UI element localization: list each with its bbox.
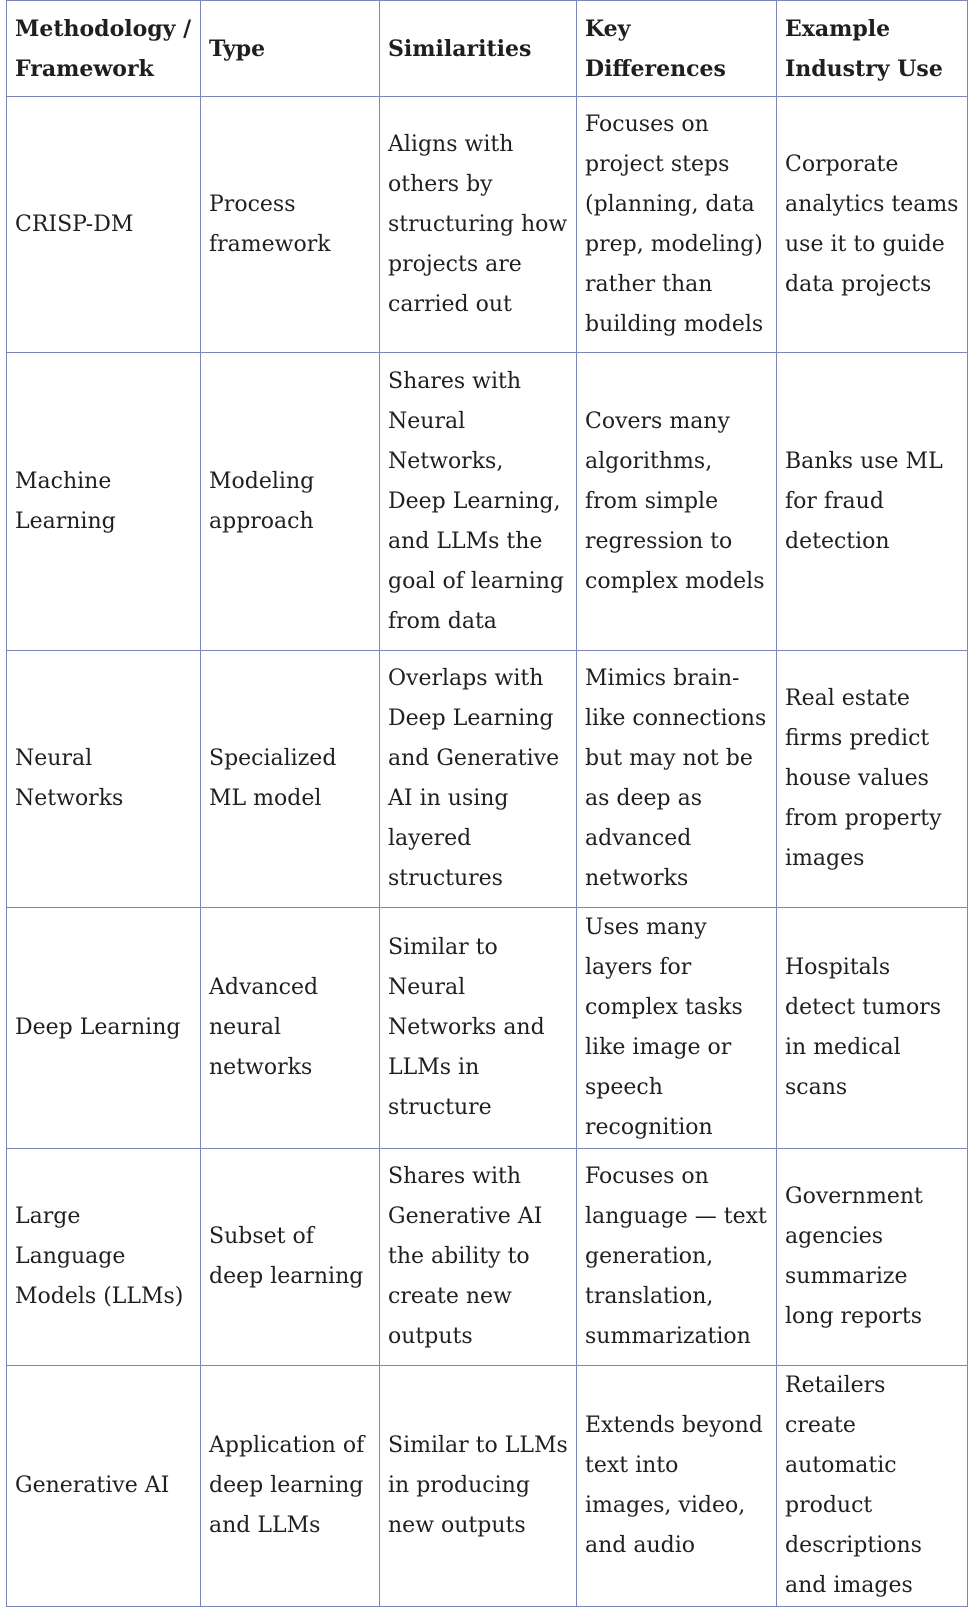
cell-methodology: Machine Learning <box>7 353 201 651</box>
cell-type: Modeling approach <box>201 353 380 651</box>
cell-industry-use: Retailers create automatic product descriptions and images <box>777 1366 968 1607</box>
cell-similarities: Aligns with others by structuring how projects are carried out <box>380 97 577 353</box>
cell-type: Advanced neural networks <box>201 908 380 1149</box>
cell-type: Subset of deep learning <box>201 1149 380 1366</box>
cell-industry-use: Hospitals detect tumors in medical scans <box>777 908 968 1149</box>
table-row <box>7 1149 968 1366</box>
cell-methodology: Large Language Models (LLMs) <box>7 1149 201 1366</box>
header-row <box>7 1 968 97</box>
table-row <box>7 97 968 353</box>
cell-differences: Focuses on language — text generation, translation, summarization <box>577 1149 777 1366</box>
cell-methodology: Deep Learning <box>7 908 201 1149</box>
header-type: Type <box>201 1 380 97</box>
header-similarities: Similarities <box>380 1 577 97</box>
cell-similarities: Overlaps with Deep Learning and Generative AI in using layered structures <box>380 651 577 908</box>
table-header <box>7 1 968 97</box>
header-industry-use: Example Industry Use <box>777 1 968 97</box>
cell-differences: Focuses on project steps (planning, data prep, modeling) rather than building models <box>577 97 777 353</box>
cell-differences: Mimics brain-like connections but may not be as deep as advanced networks <box>577 651 777 908</box>
table-body <box>7 97 968 1607</box>
table-row <box>7 651 968 908</box>
cell-differences: Covers many algorithms, from simple regression to complex models <box>577 353 777 651</box>
cell-industry-use: Corporate analytics teams use it to guide data projects <box>777 97 968 353</box>
header-key-differences: Key Differences <box>577 1 777 97</box>
cell-type: Application of deep learning and LLMs <box>201 1366 380 1607</box>
cell-type: Process framework <box>201 97 380 353</box>
table-row <box>7 353 968 651</box>
cell-differences: Uses many layers for complex tasks like image or speech recognition <box>577 908 777 1149</box>
cell-methodology: Neural Networks <box>7 651 201 908</box>
table-row <box>7 1366 968 1607</box>
cell-similarities: Shares with Generative AI the ability to create new outputs <box>380 1149 577 1366</box>
cell-industry-use: Real estate firms predict house values from property images <box>777 651 968 908</box>
cell-methodology: Generative AI <box>7 1366 201 1607</box>
table-row <box>7 908 968 1149</box>
cell-industry-use: Government agencies summarize long reports <box>777 1149 968 1366</box>
header-methodology: Methodology / Framework <box>7 1 201 97</box>
cell-similarities: Similar to Neural Networks and LLMs in structure <box>380 908 577 1149</box>
cell-type: Specialized ML model <box>201 651 380 908</box>
cell-differences: Extends beyond text into images, video, and audio <box>577 1366 777 1607</box>
cell-industry-use: Banks use ML for fraud detection <box>777 353 968 651</box>
comparison-table <box>6 0 968 1607</box>
cell-similarities: Shares with Neural Networks, Deep Learning, and LLMs the goal of learning from data <box>380 353 577 651</box>
cell-similarities: Similar to LLMs in producing new outputs <box>380 1366 577 1607</box>
cell-methodology: CRISP-DM <box>7 97 201 353</box>
